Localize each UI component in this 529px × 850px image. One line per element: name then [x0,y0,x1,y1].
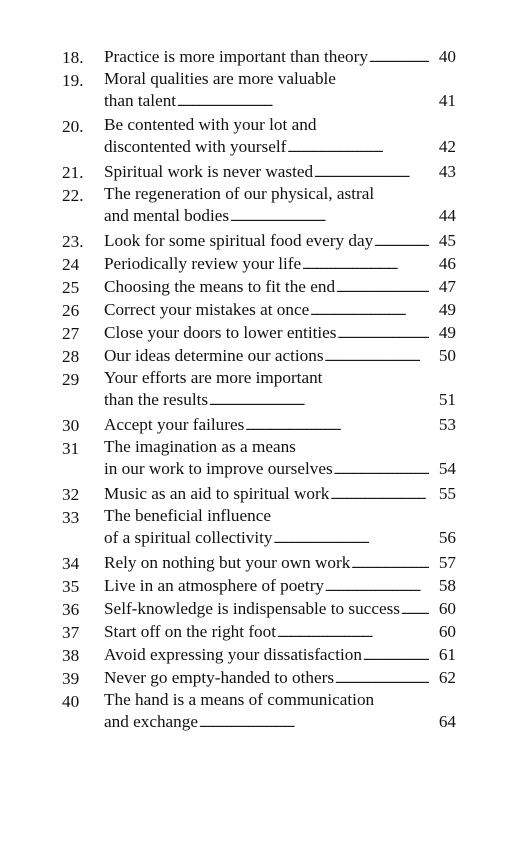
toc-entry [62,70,456,114]
toc-entry-number: 36 [62,600,80,619]
toc-entry [62,185,456,229]
toc-entry-number: 32 [62,485,80,504]
toc-entry-title-lastline [104,299,456,323]
toc-entry-page-number: 49 [438,323,456,342]
toc-entry-title-line: The hand is a means of communication [104,690,375,709]
toc-entry-page-number: 49 [438,300,456,319]
toc-entry-title [104,667,456,691]
toc-entry-title-line: Your efforts are more important [104,368,323,387]
toc-entry-title-line: Never go empty-handed to others [104,668,335,687]
toc-entry-title [104,689,456,735]
dot-leader [325,575,429,599]
dot-leader [287,136,429,160]
toc-entry [62,369,456,413]
toc-entry-title-line: than the results [104,390,209,409]
toc-entry-title-line: Avoid expressing your dissatisfaction [104,645,362,664]
toc-entry-number: 22. [62,186,84,205]
toc-entry-page-number: 55 [438,484,456,503]
toc-entry-title [104,598,456,622]
toc-entry-title [104,436,456,482]
toc-entry-title-line: of a spiritual collectivity [104,528,273,547]
dot-leader [335,667,429,691]
dot-leader [363,644,429,668]
toc-entry-title-lastline [104,46,456,70]
toc-entry-page-number: 54 [438,459,456,478]
toc-entry-title-line: discontented with yourself [104,137,287,156]
toc-entry [62,346,456,369]
toc-entry-title-line: Periodically review your life [104,254,302,273]
toc-entry-title-lastline [104,621,456,645]
toc-entry-title [104,621,456,645]
toc-entry-title-line: Accept your failures [104,415,245,434]
toc-entry-title-lastline [104,276,456,300]
toc-entry-page-number: 57 [438,553,456,572]
toc-entry-title [104,276,456,300]
dot-leader [245,414,429,438]
toc-entry-title-lastline [104,667,456,691]
toc-entry [62,507,456,551]
toc-entry-title-lastline [104,205,456,229]
toc-entry-title-lastline [104,230,456,254]
toc-entry [62,300,456,323]
toc-entry-title-lastline [104,253,456,277]
dot-leader [330,483,429,507]
toc-entry-title-lastline [104,322,456,346]
toc-entry-title-line: The imagination as a means [104,437,296,456]
toc-entry-title-line: Music as an aid to spiritual work [104,484,330,503]
toc-entry-page-number: 44 [438,206,456,225]
dot-leader [369,46,429,70]
toc-entry-number: 35 [62,577,80,596]
dot-leader [199,711,429,735]
toc-entry [62,438,456,482]
toc-entry-title-line: Choosing the means to fit the end [104,277,336,296]
toc-entry-title [104,114,456,160]
toc-entry-title-line: Be contented with your lot and [104,115,317,134]
dot-leader [314,161,429,185]
toc-entry-title-line: Practice is more important than theory [104,47,368,66]
toc-entry-title-line: and mental bodies [104,206,230,225]
toc-entry-page-number: 42 [438,137,456,156]
toc-entry [62,691,456,735]
toc-entry-title [104,552,456,576]
toc-entry-page-number: 40 [438,47,456,66]
toc-entry-number: 20. [62,117,84,136]
toc-entry-title [104,367,456,413]
toc-entry-title-lastline [104,598,456,622]
table-of-contents [62,47,456,737]
toc-entry-title-line: The beneficial influence [104,506,272,525]
dot-leader [325,345,429,369]
toc-entry-title [104,483,456,507]
toc-entry-title [104,322,456,346]
toc-entry-page-number: 51 [438,390,456,409]
toc-entry-page-number: 41 [438,91,456,110]
toc-entry-title-lastline [104,483,456,507]
toc-entry-number: 28 [62,347,80,366]
toc-entry-page-number: 64 [438,712,456,731]
toc-entry-title [104,644,456,668]
toc-entry-title-lastline [104,527,456,551]
toc-entry-title-line: Moral qualities are more valuable [104,69,336,88]
toc-entry [62,116,456,160]
toc-entry-number: 39 [62,669,80,688]
toc-entry-title [104,575,456,599]
dot-leader [177,90,429,114]
dot-leader [302,253,429,277]
toc-entry-title-lastline [104,161,456,185]
toc-entry-title-line: Spiritual work is never wasted [104,162,314,181]
toc-entry-title-line: Rely on nothing but your own work [104,553,351,572]
toc-entry-title-line: Self-knowledge is indispensable to success [104,599,400,618]
toc-entry-title-lastline [104,575,456,599]
toc-entry-number: 40 [62,692,80,711]
toc-entry-number: 18. [62,48,84,67]
dot-leader [277,621,429,645]
toc-entry-number: 33 [62,508,80,527]
toc-entry-page-number: 58 [438,576,456,595]
toc-entry-title-lastline [104,414,456,438]
toc-entry-number: 34 [62,554,80,573]
toc-entry-title-line: in our work to improve ourselves [104,459,333,478]
toc-entry-number: 19. [62,71,84,90]
toc-entry-title-lastline [104,345,456,369]
dot-leader [401,598,429,622]
toc-entry-title-lastline [104,458,456,482]
dot-leader [351,552,429,576]
toc-entry-title-lastline [104,90,456,114]
toc-entry-title [104,183,456,229]
toc-entry-title-line: Our ideas determine our actions [104,346,324,365]
toc-entry [62,645,456,668]
toc-entry [62,668,456,691]
toc-entry-title-line: Start off on the right foot [104,622,277,641]
toc-entry-number: 24 [62,255,80,274]
toc-entry-title-lastline [104,552,456,576]
toc-entry-number: 21. [62,163,84,182]
toc-entry [62,323,456,346]
toc-entry-number: 37 [62,623,80,642]
dot-leader [230,205,429,229]
toc-entry [62,484,456,507]
toc-entry-title-lastline [104,389,456,413]
toc-entry-title [104,299,456,323]
toc-entry [62,231,456,254]
toc-entry-title [104,46,456,70]
toc-entry-number: 31 [62,439,80,458]
toc-entry-title-line: Close your doors to lower entities [104,323,337,342]
toc-entry [62,553,456,576]
toc-entry-title-line: The regeneration of our physical, astral [104,184,375,203]
toc-entry-number: 25 [62,278,80,297]
toc-entry-page-number: 60 [438,599,456,618]
toc-entry-title [104,68,456,114]
toc-entry-title [104,414,456,438]
toc-entry-title [104,345,456,369]
toc-entry-page-number: 53 [438,415,456,434]
toc-entry-page-number: 56 [438,528,456,547]
toc-entry-title-lastline [104,711,456,735]
toc-entry [62,576,456,599]
toc-entry-number: 23. [62,232,84,251]
toc-entry-title-lastline [104,644,456,668]
dot-leader [310,299,429,323]
toc-entry [62,415,456,438]
toc-entry-title [104,230,456,254]
toc-entry-title-line: than talent [104,91,177,110]
toc-entry-number: 29 [62,370,80,389]
toc-entry-page-number: 45 [438,231,456,250]
toc-entry-number: 26 [62,301,80,320]
toc-entry [62,162,456,185]
toc-entry [62,277,456,300]
toc-entry-number: 27 [62,324,80,343]
toc-entry-title-line: Correct your mistakes at once [104,300,310,319]
dot-leader [374,230,429,254]
toc-entry-page-number: 50 [438,346,456,365]
toc-entry-title-line: Live in an atmosphere of poetry [104,576,325,595]
toc-entry [62,622,456,645]
toc-entry-number: 30 [62,416,80,435]
toc-entry-title-lastline [104,136,456,160]
toc-entry-page-number: 60 [438,622,456,641]
toc-entry-page-number: 61 [438,645,456,664]
toc-entry [62,254,456,277]
dot-leader [334,458,429,482]
toc-entry-title [104,161,456,185]
toc-entry-page-number: 62 [438,668,456,687]
toc-entry [62,599,456,622]
toc-entry-page-number: 46 [438,254,456,273]
dot-leader [209,389,429,413]
dot-leader [337,322,429,346]
toc-entry-number: 38 [62,646,80,665]
dot-leader [336,276,429,300]
toc-entry-title [104,253,456,277]
toc-entry-title [104,505,456,551]
dot-leader [274,527,430,551]
toc-entry [62,47,456,70]
toc-entry-page-number: 47 [438,277,456,296]
toc-entry-page-number: 43 [438,162,456,181]
toc-entry-title-line: and exchange [104,712,199,731]
toc-entry-title-line: Look for some spiritual food every day [104,231,374,250]
